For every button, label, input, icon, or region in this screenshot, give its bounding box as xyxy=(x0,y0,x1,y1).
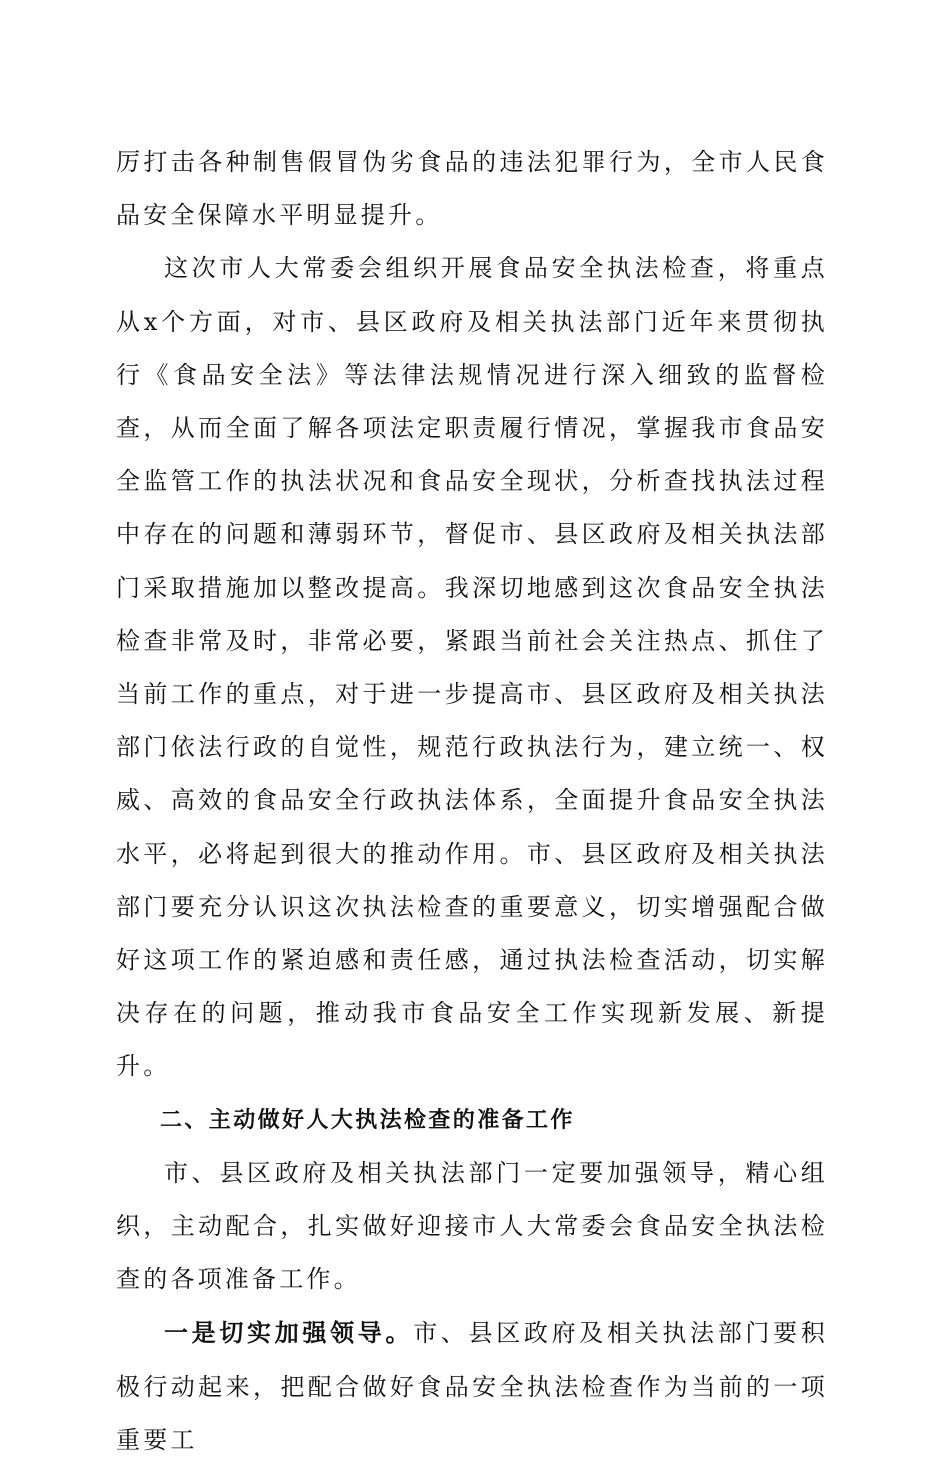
point-one-body: 市、县区政府及相关执法部门要积极行动起来，把配合做好食品安全执法检查作为当前的一项重要工 xyxy=(116,1319,828,1454)
paragraph-inspection-significance: 这次市人大常委会组织开展食品安全执法检查，将重点从x个方面，对市、县区政府及相关执法部门近年来贯彻执行《食品安全法》等法律法规情况进行深入细致的监督检查，从而全面了解各项法定职责履行情况，掌握我市食品安全监管工作的执法状况和食品安全现状，分析查找执法过程中存在的问题和薄弱环节，督促市、县区政府及相关执法部门采取措施加以整改提高。我深切地感到这次食品安全执法检查非常及时，非常必要，紧跟当前社会关注热点、抓住了当前工作的重点，对于进一步提高市、县区政府及相关执法部门依法行政的自觉性，规范行政执法行为，建立统一、权威、高效的食品安全行政执法体系，全面提升食品安全执法水平，必将起到很大的推动作用。市、县区政府及相关执法部门要充分认识这次执法检查的重要意义，切实增强配合做好这项工作的紧迫感和责任感，通过执法检查活动，切实解决存在的问题，推动我市食品安全工作实现新发展、新提升。 xyxy=(116,254,828,1081)
point-one-lead: 一是切实加强领导。 xyxy=(164,1318,414,1348)
paragraph-preparation: 市、县区政府及相关执法部门一定要加强领导，精心组织，主动配合，扎实做好迎接市人大常委会食品安全执法检查的各项准备工作。 xyxy=(116,1158,828,1294)
paragraph-leadership xyxy=(116,1306,828,1467)
document-body xyxy=(116,136,828,1467)
section-heading-2: 二、主动做好人大执法检查的准备工作 xyxy=(160,1107,575,1133)
paragraph-continuation: 厉打击各种制售假冒伪劣食品的违法犯罪行为，全市人民食品安全保障水平明显提升。 xyxy=(116,148,828,230)
